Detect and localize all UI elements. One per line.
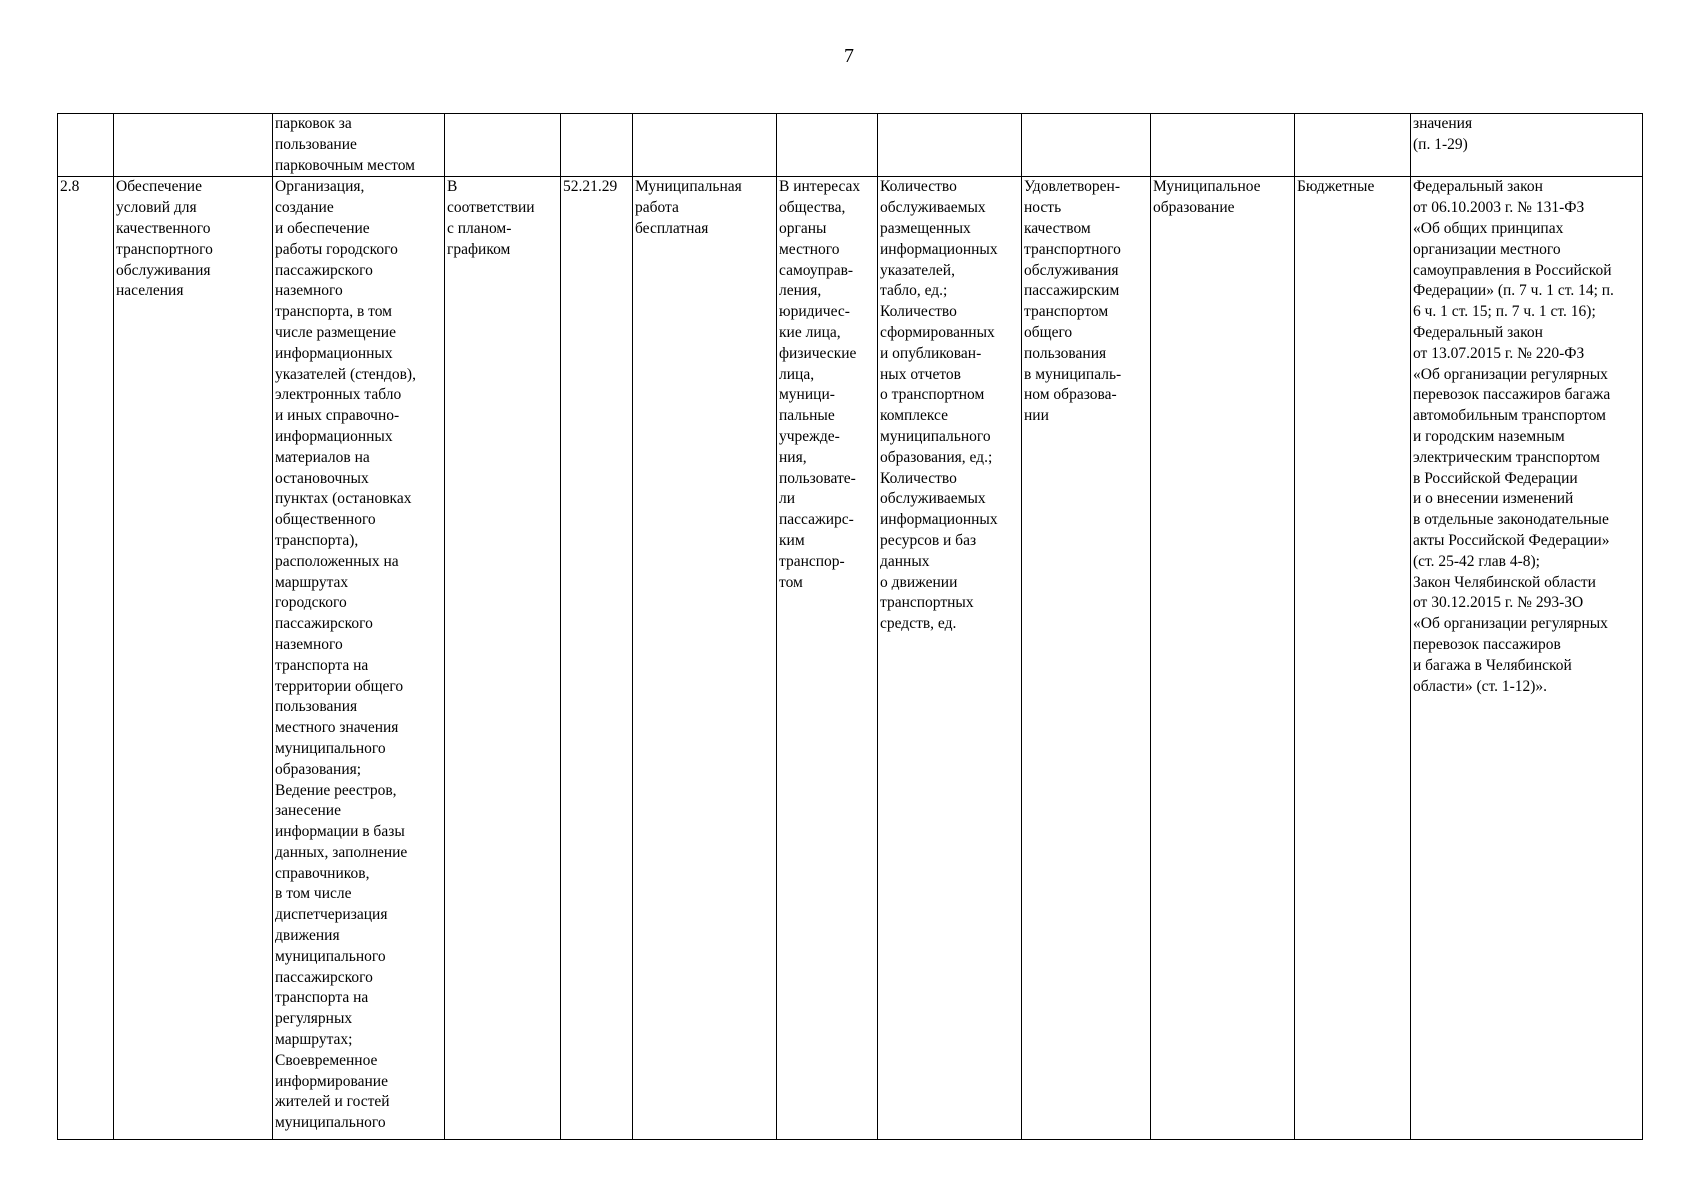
cell-provider: Муниципальное образование <box>1151 177 1295 1140</box>
cell-quality-indicators <box>1022 114 1151 177</box>
cell-consumers <box>777 114 878 177</box>
cell-legal-basis: значения (п. 1-29) <box>1411 114 1643 177</box>
cell-schedule <box>445 114 561 177</box>
cell-volume-indicators: Количество обслуживаемых размещенных информационных указателей, табло, ед.; Количество сформированных и опубликован- ных отчетов о транспортном комплексе муниципального образования, ед.; Количество обслуживаемых информационных ресурсов и баз данных о движении транспортных средств, ед. <box>878 177 1022 1140</box>
cell-work-type: Муниципальная работа бесплатная <box>633 177 777 1140</box>
cell-number <box>58 114 114 177</box>
cell-service-name <box>114 114 273 177</box>
cell-legal-basis: Федеральный закон от 06.10.2003 г. № 131-ФЗ «Об общих принципах организации местного самоуправления в Российской Федерации» (п. 7 ч. 1 ст. 14; п. 6 ч. 1 ст. 15; п. 7 ч. 1 ст. 16); Федеральный закон от 13.07.2015 г. № 220-ФЗ «Об организации регулярных перевозок пассажиров багажа автомобильным транспортом и городским наземным электрическим транспортом в Российской Федерации и о внесении изменений в отдельные законодательные акты Российской Федерации» (ст. 25-42 глав 4-8); Закон Челябинской области от 30.12.2015 г. № 293-ЗО «Об организации регулярных перевозок пассажиров и багажа в Челябинской области» (ст. 1-12)». <box>1411 177 1643 1140</box>
cell-number: 2.8 <box>58 177 114 1140</box>
cell-work-content: Организация, создание и обеспечение работы городского пассажирского наземного транспорта, в том числе размещение информационных указателей (стендов), электронных табло и иных справочно- информационных материалов на остановочных пунктах (остановках общественного транспорта), расположенных на маршрутах городского пассажирского наземного транспорта на территории общего пользования местного значения муниципального образования; Ведение реестров, занесение информации в базы данных, заполнение справочников, в том числе диспетчеризация движения муниципального пассажирского транспорта на регулярных маршрутах; Своевременное информирование жителей и гостей муниципального <box>273 177 445 1140</box>
cell-work-type <box>633 114 777 177</box>
services-table <box>57 113 1643 1140</box>
cell-work-content: парковок за пользование парковочным местом <box>273 114 445 177</box>
cell-volume-indicators <box>878 114 1022 177</box>
cell-schedule: В соответствии с планом- графиком <box>445 177 561 1140</box>
cell-service-name: Обеспечение условий для качественного транспортного обслуживания населения <box>114 177 273 1140</box>
table-row <box>58 177 1643 1140</box>
cell-provider <box>1151 114 1295 177</box>
page-number: 7 <box>844 45 854 67</box>
cell-institution-type: Бюджетные <box>1295 177 1411 1140</box>
cell-institution-type <box>1295 114 1411 177</box>
cell-consumers: В интересах общества, органы местного самоуправ- ления, юридичес- кие лица, физические лица, муници- пальные учрежде- ния, пользовате- ли пассажирс- ким транспор- том <box>777 177 878 1140</box>
cell-code <box>561 114 633 177</box>
cell-code: 52.21.29 <box>561 177 633 1140</box>
table-row <box>58 114 1643 177</box>
cell-quality-indicators: Удовлетворен- ность качеством транспортного обслуживания пассажирским транспортом общего пользования в муниципаль- ном образова- нии <box>1022 177 1151 1140</box>
